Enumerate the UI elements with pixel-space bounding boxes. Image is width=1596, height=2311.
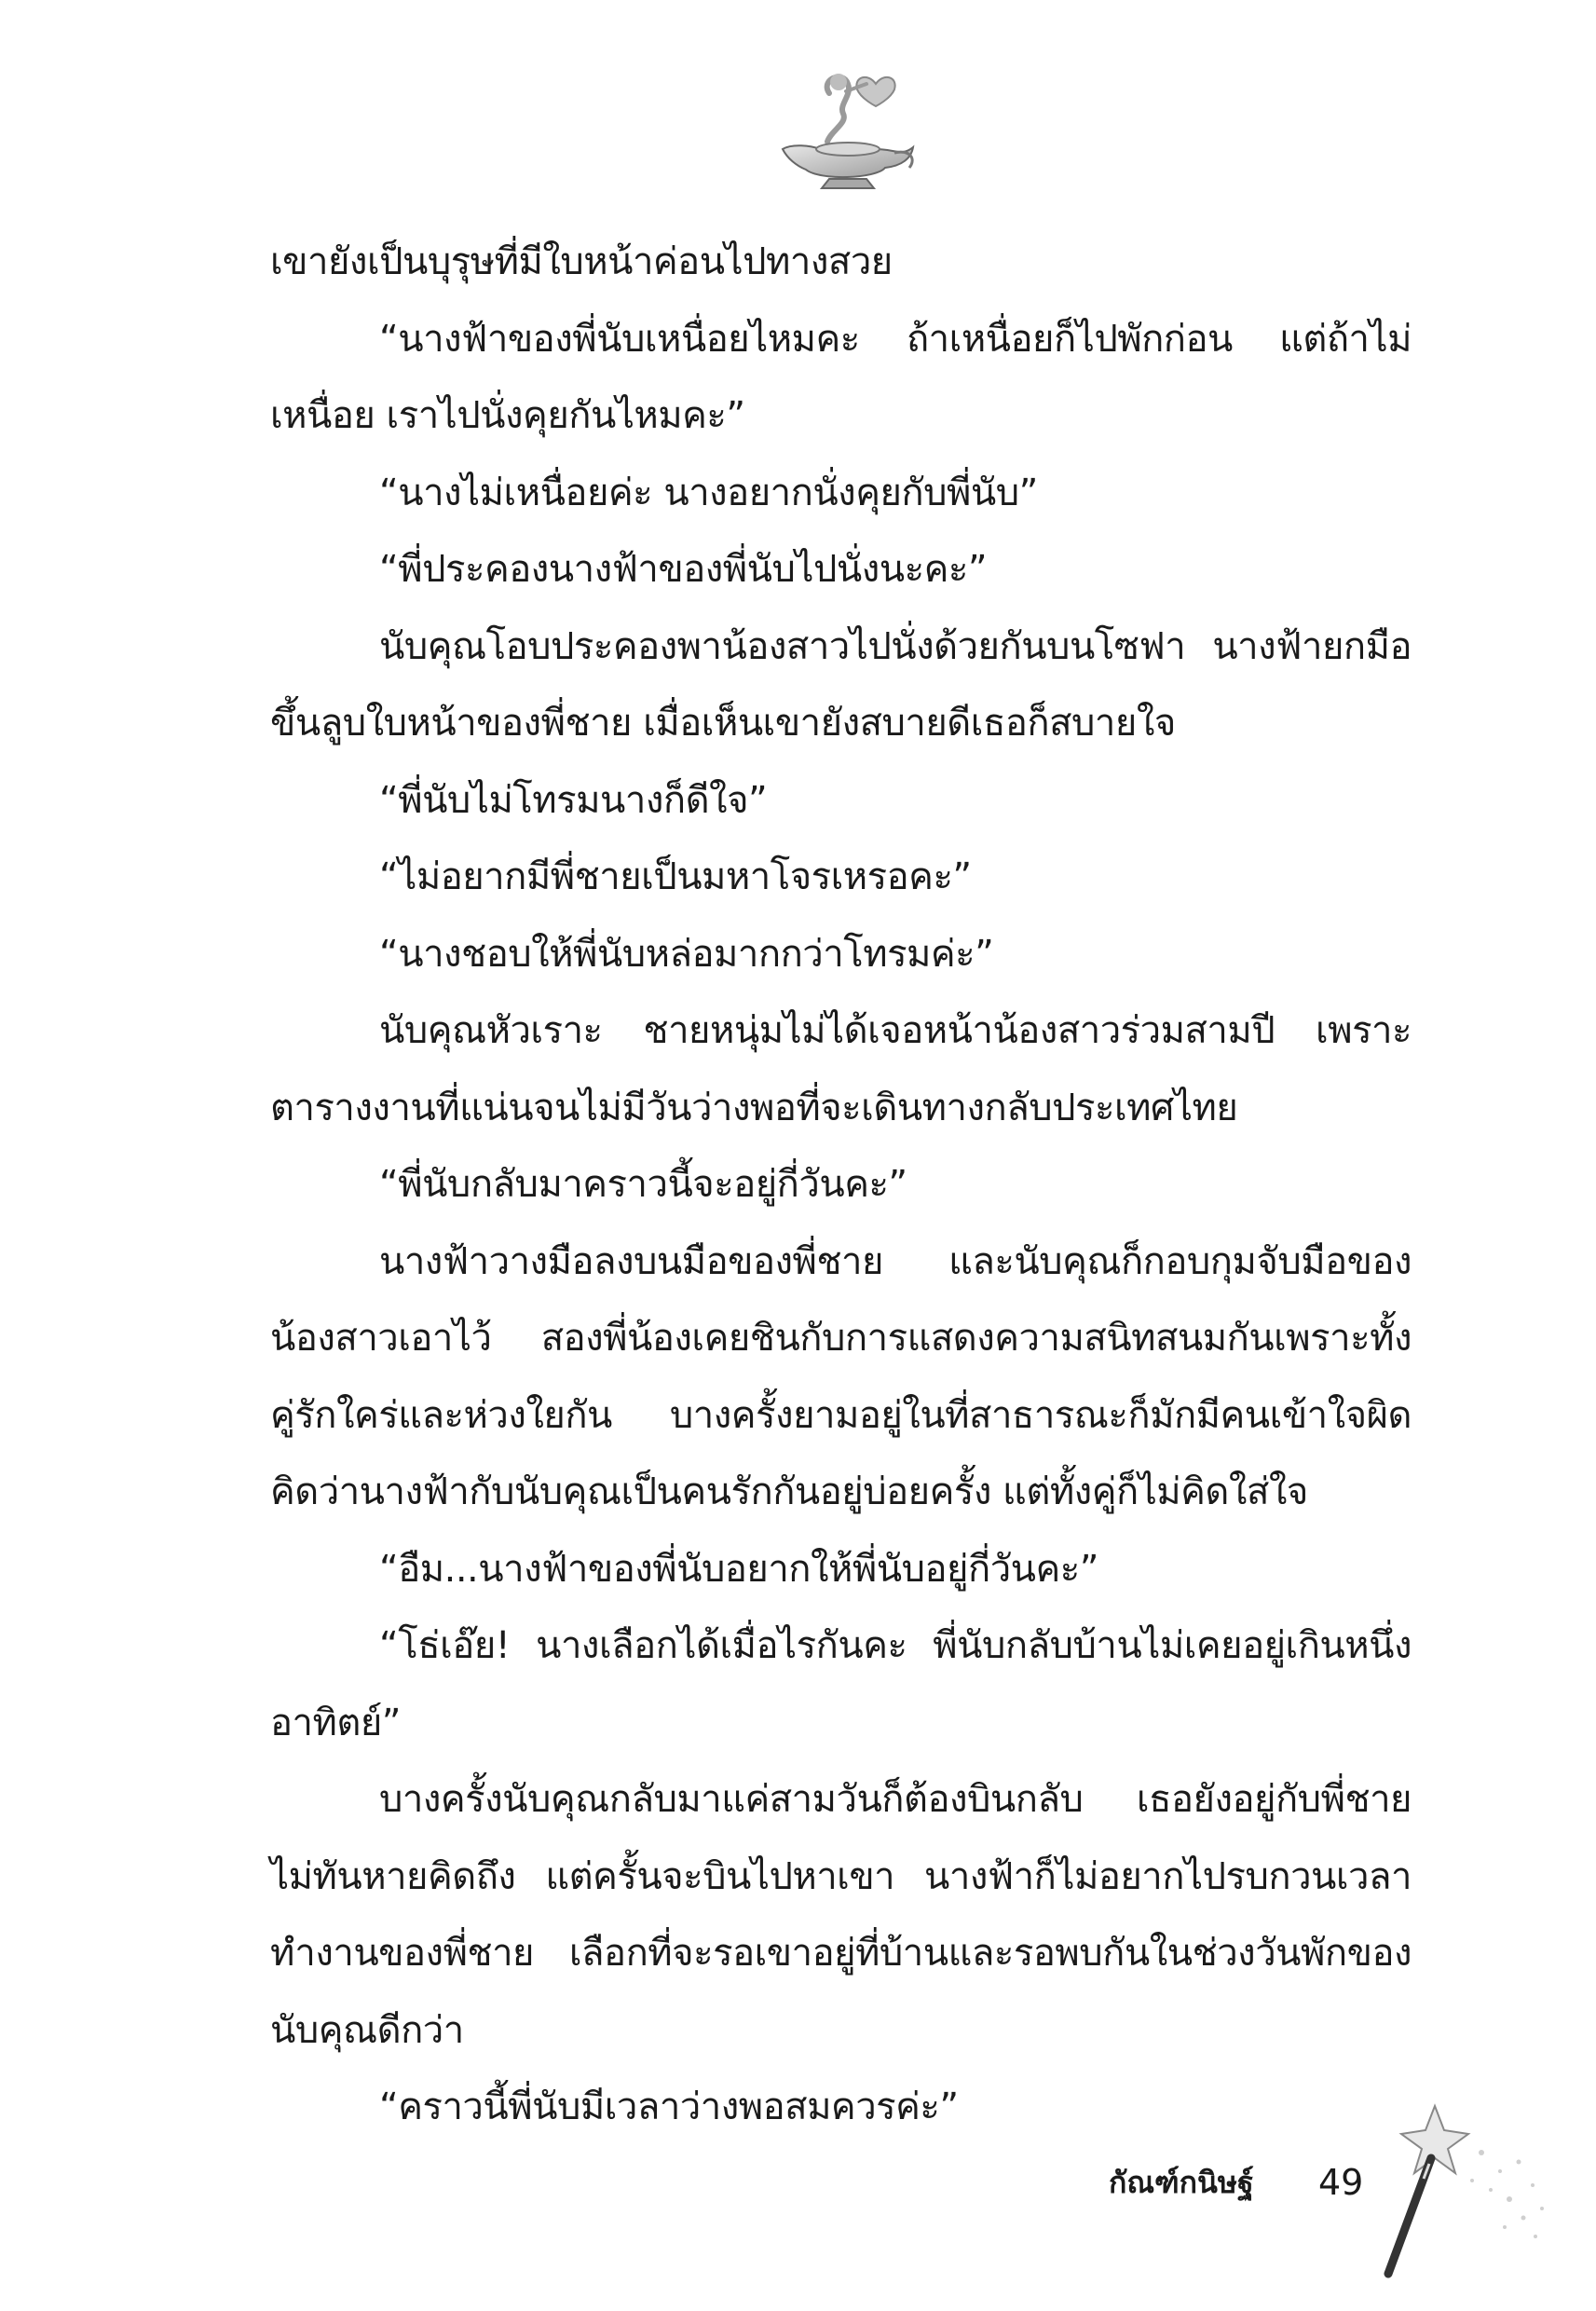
paragraph: “พี่ประคองนางฟ้าของพี่นับไปนั่งนะคะ” [379,548,988,591]
paragraph: “พี่นับกลับมาคราวนี้จะอยู่กี่วันคะ” [379,1163,907,1206]
paragraph: “นางไม่เหนื่อยค่ะ นางอยากนั่งคุยกับพี่นับ” [379,471,1038,514]
genie-lamp-icon [764,56,922,196]
paragraph: “พี่นับไม่โทรมนางก็ดีใจ” [379,778,768,822]
paragraph: “คราวนี้พี่นับมีเวลาว่างพอสมควรค่ะ” [379,2085,959,2128]
paragraph: นางฟ้าวางมือลงบนมือของพี่ชาย และนับคุณก็กอบกุมจับมือของน้องสาวเอาไว้ สองพี่น้องเคยชินกับการแสดงความสนิทสนมกันเพราะทั้งคู่รักใคร่และห่วงใยกัน บางครั้งยามอยู่ในที่สาธารณะก็มักมีคนเข้าใจผิดคิดว่านางฟ้ากับนับคุณเป็นคนรักกันอยู่บ่อยครั้ง แต่ทั้งคู่ก็ไม่คิดใส่ใจ [270,1239,1412,1513]
paragraph: นับคุณหัวเราะ ชายหนุ่มไม่ได้เจอหน้าน้องสาวร่วมสามปี เพราะตารางงานที่แน่นจนไม่มีวันว่างพอที่จะเดินทางกลับประเทศไทย [270,1009,1412,1129]
paragraph: “โธ่เอ๊ย! นางเลือกได้เมื่อไรกันคะ พี่นับกลับบ้านไม่เคยอยู่เกินหนึ่งอาทิตย์” [270,1624,1412,1744]
paragraph: เขายังเป็นบุรุษที่มีใบหน้าค่อนไปทางสวย [270,240,893,283]
paragraph: “อืม...นางฟ้าของพี่นับอยากให้พี่นับอยู่กี่วันคะ” [379,1547,1098,1591]
paragraph: นับคุณโอบประคองพาน้องสาวไปนั่งด้วยกันบนโซฟา นางฟ้ายกมือขึ้นลูบใบหน้าของพี่ชาย เมื่อเห็นเขายังสบายดีเธอก็สบายใจ [270,624,1412,745]
paragraph: บางครั้งนับคุณกลับมาแค่สามวันก็ต้องบินกลับ เธอยังอยู่กับพี่ชายไม่ทันหายคิดถึง แต่ครั้นจะบินไปหาเขา นางฟ้าก็ไม่อยากไปรบกวนเวลาทำงานของพี่ชาย เลือกที่จะรอเขาอยู่ที่บ้านและรอพบกันในช่วงวันพักของนับคุณดีกว่า [270,1778,1412,2052]
author-name: กัณฑ์กนิษฐ์ [1109,2165,1254,2200]
paragraph: “นางชอบให้พี่นับหล่อมากกว่าโทรมค่ะ” [379,932,994,976]
paragraph: “นางฟ้าของพี่นับเหนื่อยไหมคะ ถ้าเหนื่อยก็ไปพักก่อน แต่ถ้าไม่เหนื่อย เราไปนั่งคุยกันไหมคะ” [270,317,1412,437]
paragraph: “ไม่อยากมีพี่ชายเป็นมหาโจรเหรอคะ” [379,855,972,898]
magic-wand-icon [1370,2097,1556,2283]
page-footer [1109,2154,1370,2210]
body-text [270,224,1412,2146]
page-number: 49 [1318,2162,1364,2203]
